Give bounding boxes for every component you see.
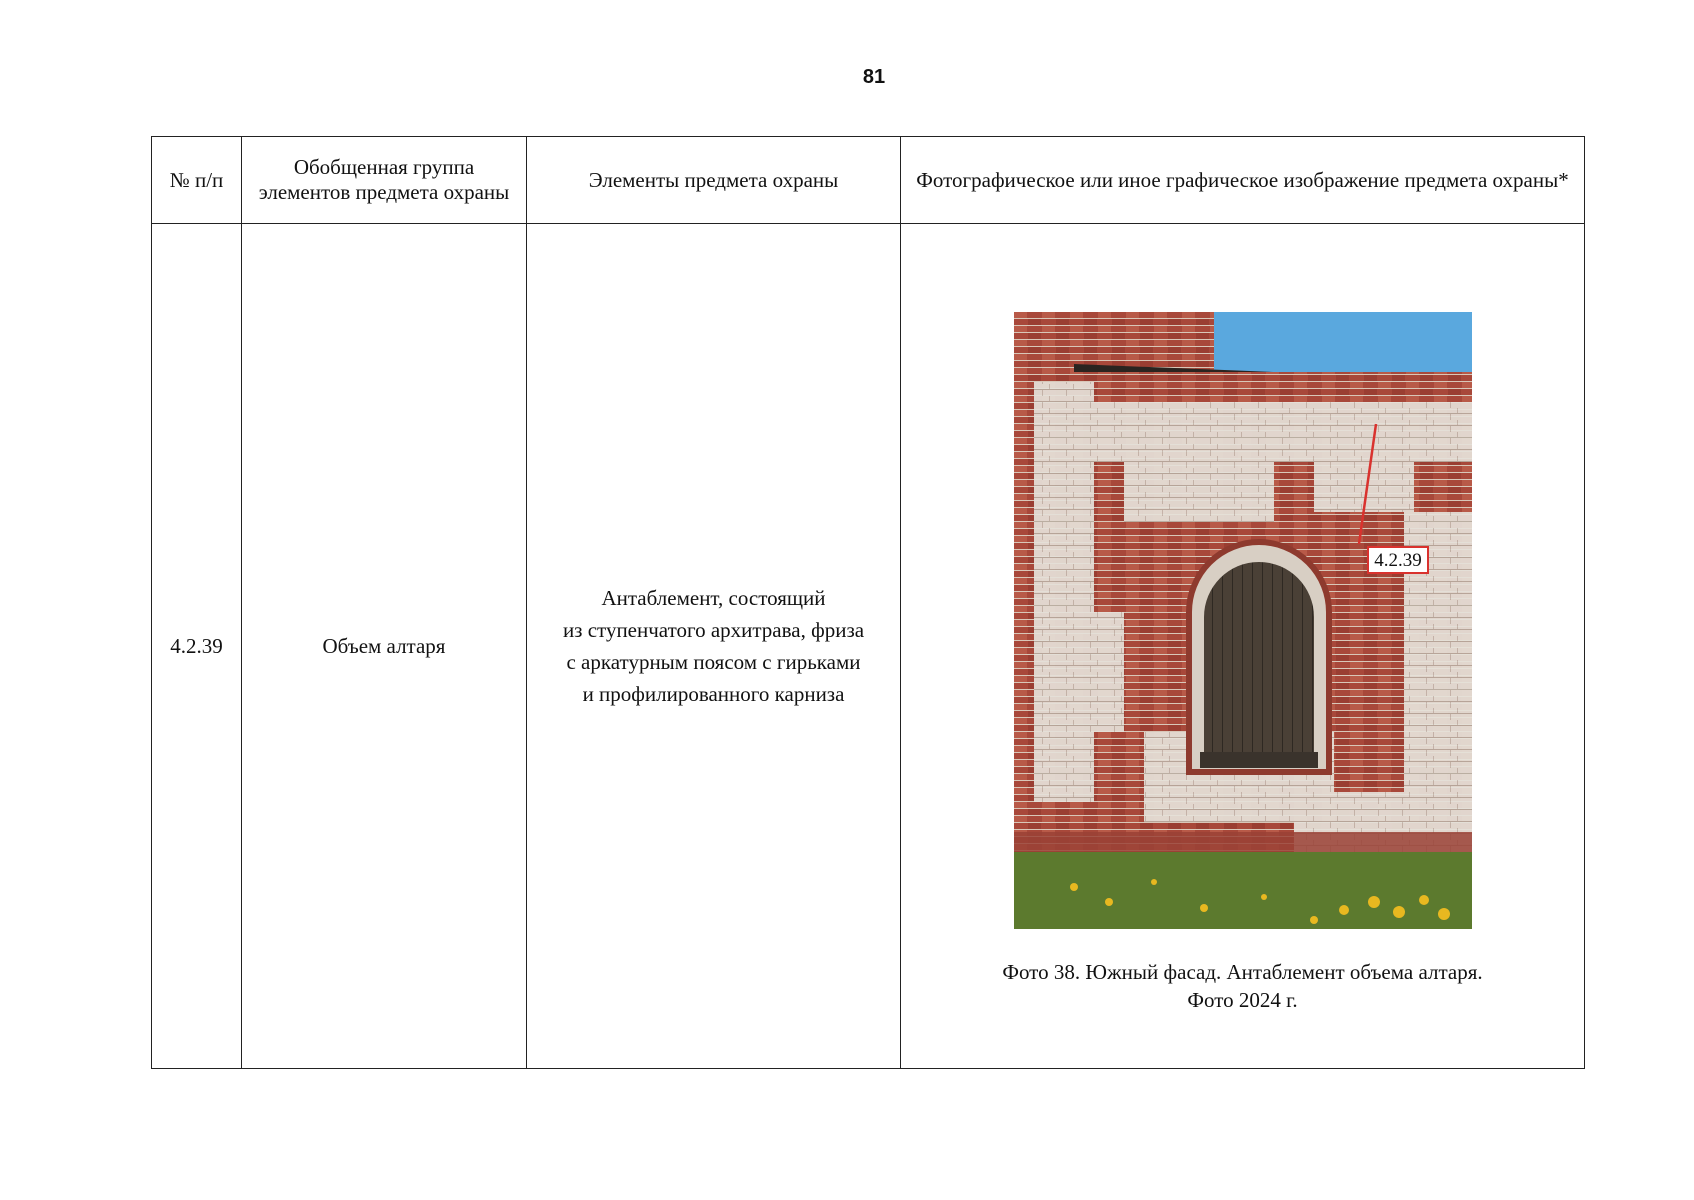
caption-line: Фото 38. Южный фасад. Антаблемент объема алтаря.	[1002, 960, 1483, 984]
facade-photo	[1014, 312, 1472, 929]
header-group: Обобщенная группа элементов предмета охраны	[242, 137, 527, 224]
page-number: 81	[862, 66, 886, 88]
photo-caption	[901, 958, 1584, 1014]
row-group: Объем алтаря	[242, 224, 527, 1069]
wooden-shutter	[1204, 562, 1314, 767]
grass-area	[1014, 852, 1472, 929]
elements-line: с аркатурным поясом с гирьками	[566, 650, 861, 674]
header-elements: Элементы предмета охраны	[527, 137, 901, 224]
row-photo	[901, 224, 1585, 1069]
elements-line: и профилированного карниза	[582, 682, 845, 706]
elements-line: Антаблемент, состоящий	[601, 586, 826, 610]
row-elements	[527, 224, 901, 1069]
row-number: 4.2.39	[152, 224, 242, 1069]
header-photo: Фотографическое или иное графическое изображение предмета охраны*	[901, 137, 1585, 224]
marker-label: 4.2.39	[1374, 550, 1422, 571]
table-row	[152, 224, 1585, 1069]
table-header-row	[152, 137, 1585, 224]
header-number: № п/п	[152, 137, 242, 224]
protection-subject-table	[151, 136, 1585, 1069]
elements-line: из ступенчатого архитрава, фриза	[562, 618, 865, 642]
caption-line: Фото 2024 г.	[1187, 988, 1298, 1012]
